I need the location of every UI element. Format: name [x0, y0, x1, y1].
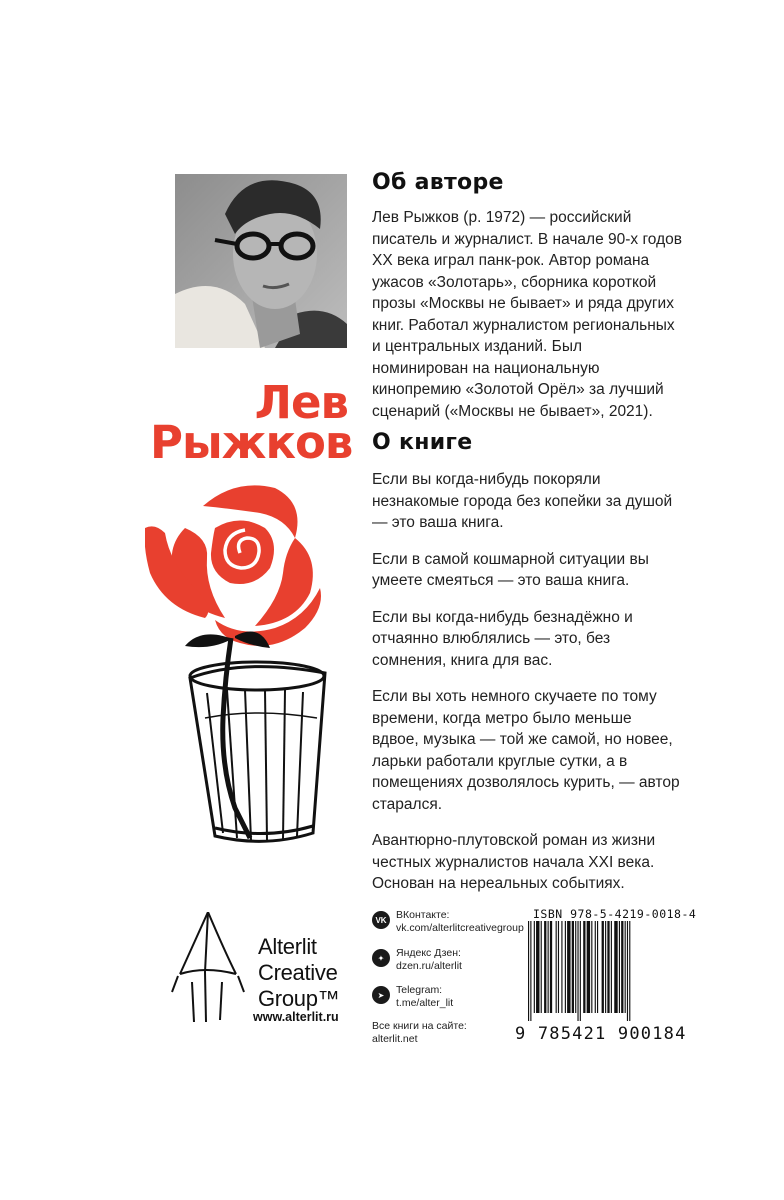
barcode-bar: [536, 921, 539, 1013]
author-photo: [175, 174, 347, 348]
social-vk-link[interactable]: [372, 909, 527, 935]
barcode-bar: [625, 921, 626, 1013]
social-name: Telegram:: [396, 984, 443, 996]
social-name: Яндекс Дзен:: [396, 947, 461, 959]
book-paragraph: Если вы хоть немного скучаете по тому времени, когда метро было меньше вдвое, музыка — той же самой, но новее, ларьки работали круглые сутки, а в помещениях дозволялось курить, — автор старался.: [372, 688, 680, 813]
barcode-bar: [611, 921, 612, 1013]
author-last-name: Рыжков: [150, 416, 353, 469]
publisher-name-line: Alterlit: [258, 934, 317, 959]
barcode: [528, 921, 673, 1021]
publisher-name-line: Group™: [258, 986, 340, 1011]
book-paragraph: Если вы когда-нибудь покоряли незнакомые города без копейки за душой — это ваша книга.: [372, 471, 673, 531]
barcode-bar: [528, 921, 529, 1021]
isbn-label: ISBN 978-5-4219-0018-4: [533, 907, 697, 921]
about-book-heading: О книге: [372, 430, 473, 455]
publisher-name: [258, 934, 339, 1012]
barcode-bar: [577, 921, 578, 1021]
barcode-bar: [597, 921, 598, 1013]
barcode-bar: [556, 921, 557, 1013]
barcode-bar: [619, 921, 620, 1013]
about-author-heading: Об авторе: [372, 170, 504, 195]
social-url: vk.com/alterlitcreativegroup: [396, 922, 524, 934]
all-books-url: alterlit.net: [372, 1033, 418, 1045]
social-telegram-link[interactable]: [372, 984, 527, 1010]
barcode-bar: [544, 921, 546, 1013]
barcode-bar: [629, 921, 630, 1021]
barcode-bar: [627, 921, 628, 1021]
barcode-bar: [567, 921, 570, 1013]
barcode-bar: [561, 921, 562, 1013]
barcode-bar: [591, 921, 592, 1013]
publisher-name-line: Creative: [258, 960, 338, 985]
barcode-bar: [575, 921, 576, 1013]
book-paragraph: Если в самой кошмарной ситуации вы умеете смеяться — это ваша книга.: [372, 550, 649, 589]
social-name: ВКонтакте:: [396, 909, 450, 921]
vk-icon: VK: [372, 911, 390, 929]
barcode-bar: [602, 921, 604, 1013]
barcode-digits: 9 785421 900184: [515, 1024, 687, 1044]
barcode-bar: [614, 921, 617, 1013]
barcode-bar: [550, 921, 552, 1013]
publisher-website-link[interactable]: www.alterlit.ru: [253, 1010, 339, 1024]
barcode-bar: [607, 921, 609, 1013]
barcode-bar: [565, 921, 566, 1013]
author-first-name: Лев: [254, 376, 348, 429]
barcode-bar: [530, 921, 531, 1021]
barcode-bar: [583, 921, 585, 1013]
barcode-bar: [595, 921, 596, 1013]
barcode-bar: [587, 921, 590, 1013]
about-book-text: [372, 469, 682, 910]
about-author-text: Лев Рыжков (р. 1972) — российский писатель и журналист. В начале 90-х годов XX века играл панк-рок. Автор романа ужасов «Золотарь», сборника короткой прозы «Москвы не бывает» и ряда других книг. Работал журналистом региональных и центральных изданий. Был номинирован на национальную кинопремию «Золотой Орёл» за лучший сценарий («Москвы не бывает», 2021).: [372, 209, 682, 420]
barcode-bar: [621, 921, 623, 1013]
barcode-bar: [541, 921, 542, 1013]
dzen-icon: ✦: [372, 949, 390, 967]
barcode-bar: [605, 921, 606, 1013]
all-books-link[interactable]: [372, 1020, 467, 1046]
publisher-logo-icon: [170, 912, 250, 1024]
book-paragraph: Если вы когда-нибудь безнадёжно и отчаянно влюблялись — это, без сомнения, книга для вас.: [372, 608, 633, 669]
rose-in-glass-illustration: [145, 478, 345, 850]
barcode-bar: [580, 921, 581, 1021]
social-url: t.me/alter_lit: [396, 997, 454, 1009]
social-url: dzen.ru/alterlit: [396, 960, 462, 972]
social-dzen-link[interactable]: [372, 947, 527, 973]
book-paragraph: Авантюрно-плутовской роман из жизни честных журналистов начала XXI века. Основан на нереальных событиях.: [372, 832, 656, 892]
barcode-bar: [572, 921, 574, 1013]
barcode-bar: [534, 921, 535, 1013]
barcode-bar: [558, 921, 559, 1013]
barcode-bar: [548, 921, 549, 1013]
telegram-icon: ➤: [372, 986, 390, 1004]
all-books-label: Все книги на сайте:: [372, 1020, 467, 1032]
